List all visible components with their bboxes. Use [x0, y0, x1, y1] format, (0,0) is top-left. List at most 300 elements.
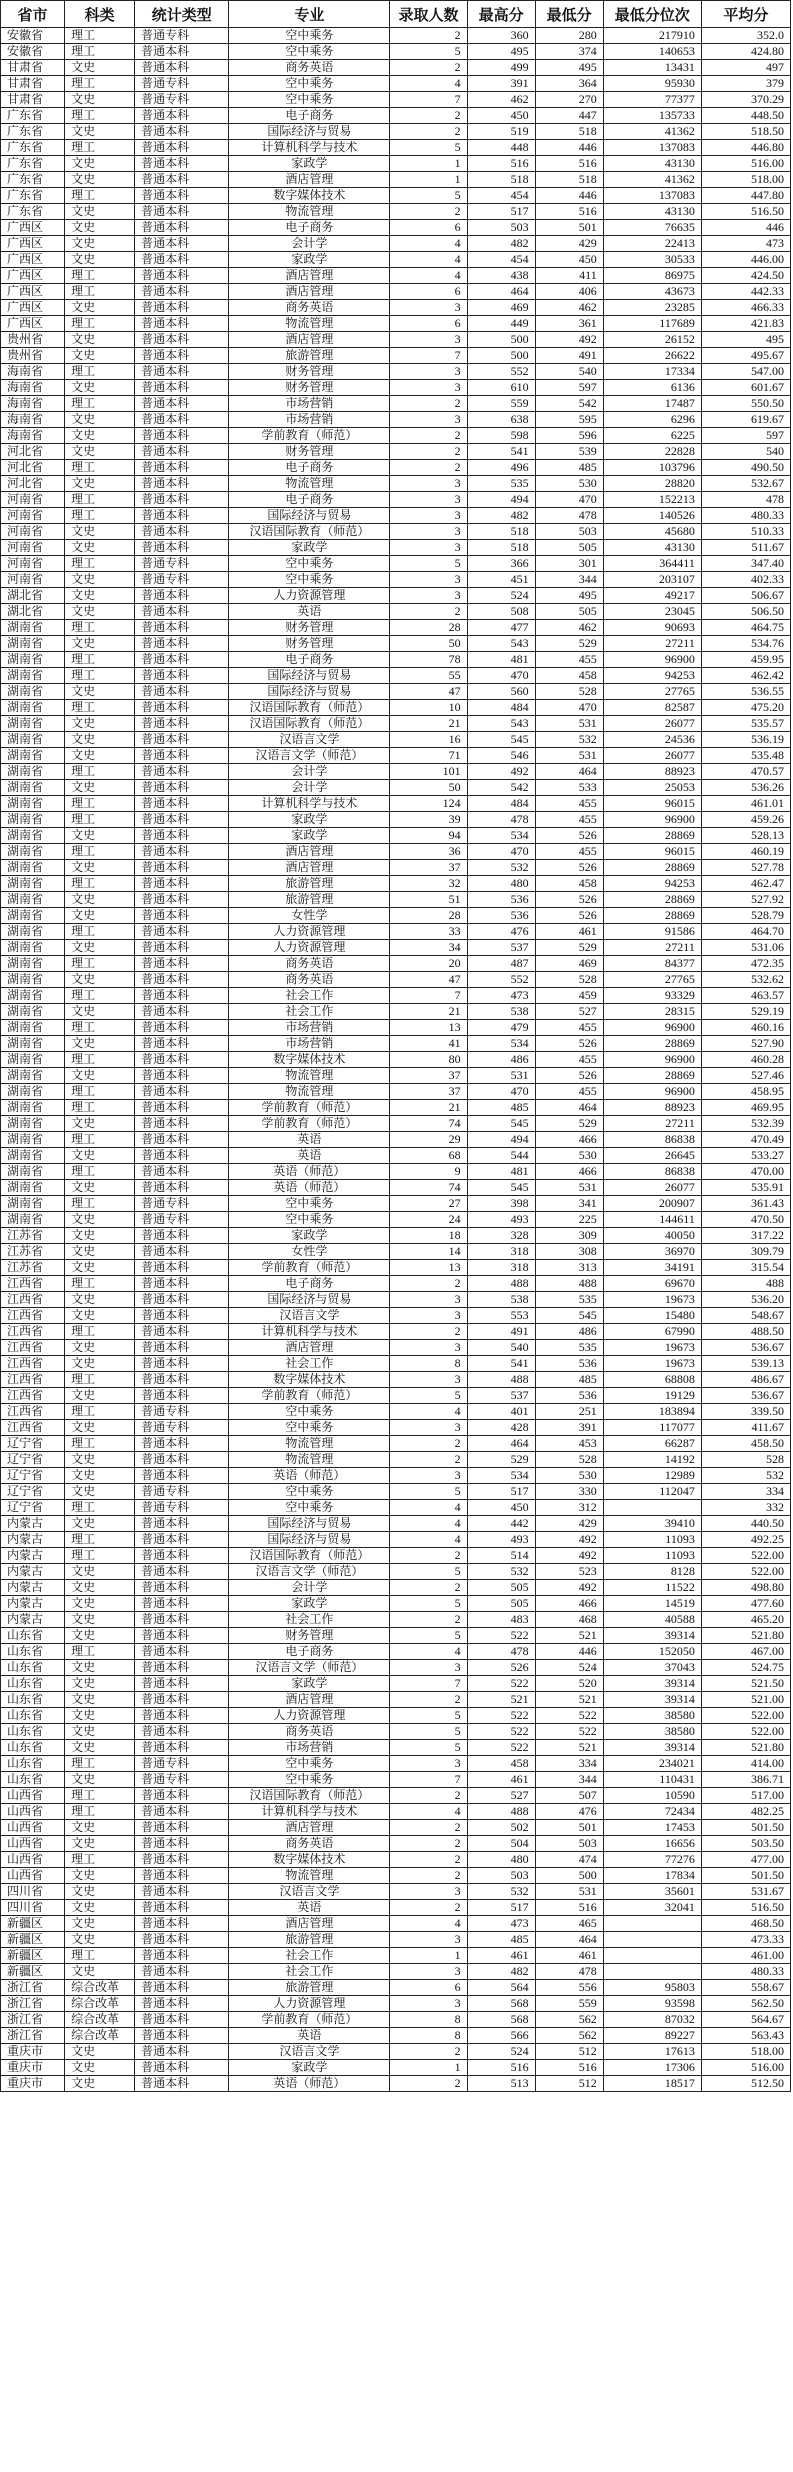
cell-subject: 理工 [65, 1788, 135, 1804]
cell-major: 空中乘务 [229, 92, 390, 108]
table-row [1, 1948, 791, 1964]
table-row [1, 332, 791, 348]
cell-avg-score: 470.50 [701, 1212, 790, 1228]
cell-enrolled: 3 [390, 1420, 467, 1436]
cell-avg-score: 522.00 [701, 1724, 790, 1740]
cell-min-rank: 43130 [603, 540, 701, 556]
cell-major: 英语 [229, 1148, 390, 1164]
cell-avg-score: 536.19 [701, 732, 790, 748]
cell-province: 内蒙古 [1, 1596, 65, 1612]
cell-province: 湖南省 [1, 716, 65, 732]
cell-enrolled: 5 [390, 1484, 467, 1500]
cell-min-rank: 49217 [603, 588, 701, 604]
cell-avg-score: 540 [701, 444, 790, 460]
table-row [1, 1484, 791, 1500]
cell-stat-type: 普通本科 [135, 684, 229, 700]
cell-major: 计算机科学与技术 [229, 1324, 390, 1340]
cell-min-score: 530 [535, 1468, 603, 1484]
table-row [1, 812, 791, 828]
cell-min-rank: 37043 [603, 1660, 701, 1676]
cell-enrolled: 4 [390, 268, 467, 284]
table-row [1, 1996, 791, 2012]
cell-province: 湖南省 [1, 748, 65, 764]
cell-stat-type: 普通本科 [135, 908, 229, 924]
cell-avg-score: 379 [701, 76, 790, 92]
cell-min-rank: 32041 [603, 1900, 701, 1916]
cell-min-score: 501 [535, 1820, 603, 1836]
cell-enrolled: 4 [390, 1516, 467, 1532]
cell-major: 商务英语 [229, 60, 390, 76]
cell-subject: 文史 [65, 604, 135, 620]
cell-major: 国际经济与贸易 [229, 668, 390, 684]
cell-province: 辽宁省 [1, 1436, 65, 1452]
cell-major: 物流管理 [229, 1084, 390, 1100]
cell-min-rank: 77276 [603, 1852, 701, 1868]
cell-major: 酒店管理 [229, 1692, 390, 1708]
cell-province: 重庆市 [1, 2076, 65, 2092]
cell-major: 空中乘务 [229, 28, 390, 44]
cell-major: 汉语国际教育（师范） [229, 700, 390, 716]
cell-subject: 文史 [65, 348, 135, 364]
cell-stat-type: 普通本科 [135, 252, 229, 268]
cell-max-score: 479 [467, 1020, 535, 1036]
table-row [1, 428, 791, 444]
cell-subject: 理工 [65, 1644, 135, 1660]
cell-min-rank: 86838 [603, 1132, 701, 1148]
cell-min-rank: 14192 [603, 1452, 701, 1468]
cell-stat-type: 普通本科 [135, 1516, 229, 1532]
cell-max-score: 522 [467, 1724, 535, 1740]
table-row [1, 76, 791, 92]
cell-min-score: 522 [535, 1708, 603, 1724]
cell-subject: 文史 [65, 1388, 135, 1404]
cell-subject: 理工 [65, 268, 135, 284]
table-row [1, 1356, 791, 1372]
cell-max-score: 545 [467, 732, 535, 748]
cell-subject: 理工 [65, 108, 135, 124]
cell-major: 物流管理 [229, 1068, 390, 1084]
cell-subject: 理工 [65, 1548, 135, 1564]
cell-min-score: 478 [535, 508, 603, 524]
cell-major: 酒店管理 [229, 1820, 390, 1836]
cell-major: 汉语言文学 [229, 1884, 390, 1900]
table-row [1, 2044, 791, 2060]
cell-min-score: 459 [535, 988, 603, 1004]
table-row [1, 1740, 791, 1756]
cell-subject: 理工 [65, 1132, 135, 1148]
cell-min-rank [603, 1948, 701, 1964]
header-min-score: 最低分 [535, 1, 603, 28]
cell-avg-score: 521.80 [701, 1628, 790, 1644]
cell-stat-type: 普通本科 [135, 1692, 229, 1708]
table-row [1, 188, 791, 204]
cell-max-score: 610 [467, 380, 535, 396]
cell-stat-type: 普通本科 [135, 1036, 229, 1052]
cell-subject: 文史 [65, 1468, 135, 1484]
cell-major: 学前教育（师范） [229, 1388, 390, 1404]
cell-enrolled: 7 [390, 348, 467, 364]
cell-major: 英语（师范） [229, 2076, 390, 2092]
cell-avg-score: 548.67 [701, 1308, 790, 1324]
cell-min-score: 270 [535, 92, 603, 108]
cell-min-score: 406 [535, 284, 603, 300]
cell-stat-type: 普通本科 [135, 1228, 229, 1244]
cell-min-rank: 110431 [603, 1772, 701, 1788]
table-row [1, 1116, 791, 1132]
cell-min-score: 524 [535, 1660, 603, 1676]
cell-enrolled: 16 [390, 732, 467, 748]
table-row [1, 28, 791, 44]
cell-min-score: 313 [535, 1260, 603, 1276]
cell-subject: 文史 [65, 540, 135, 556]
table-row [1, 348, 791, 364]
cell-stat-type: 普通本科 [135, 108, 229, 124]
table-row [1, 604, 791, 620]
cell-stat-type: 普通本科 [135, 1996, 229, 2012]
cell-major: 社会工作 [229, 1004, 390, 1020]
cell-min-score: 540 [535, 364, 603, 380]
cell-stat-type: 普通本科 [135, 1468, 229, 1484]
cell-province: 湖南省 [1, 892, 65, 908]
cell-enrolled: 3 [390, 476, 467, 492]
cell-avg-score: 547.00 [701, 364, 790, 380]
cell-enrolled: 28 [390, 908, 467, 924]
cell-enrolled: 4 [390, 1500, 467, 1516]
cell-min-score: 556 [535, 1980, 603, 1996]
cell-province: 江西省 [1, 1420, 65, 1436]
cell-stat-type: 普通本科 [135, 1356, 229, 1372]
cell-min-score: 453 [535, 1436, 603, 1452]
cell-province: 河北省 [1, 444, 65, 460]
cell-max-score: 552 [467, 972, 535, 988]
cell-major: 物流管理 [229, 316, 390, 332]
cell-major: 社会工作 [229, 988, 390, 1004]
cell-major: 国际经济与贸易 [229, 1292, 390, 1308]
cell-max-score: 469 [467, 300, 535, 316]
cell-enrolled: 24 [390, 1212, 467, 1228]
cell-enrolled: 3 [390, 364, 467, 380]
cell-stat-type: 普通专科 [135, 76, 229, 92]
cell-province: 四川省 [1, 1884, 65, 1900]
cell-stat-type: 普通本科 [135, 1276, 229, 1292]
cell-min-rank: 30533 [603, 252, 701, 268]
cell-stat-type: 普通本科 [135, 1884, 229, 1900]
header-province: 省市 [1, 1, 65, 28]
cell-max-score: 473 [467, 988, 535, 1004]
cell-min-score: 526 [535, 1068, 603, 1084]
cell-max-score: 541 [467, 1356, 535, 1372]
cell-max-score: 464 [467, 1436, 535, 1452]
cell-min-score: 545 [535, 1308, 603, 1324]
cell-stat-type: 普通本科 [135, 188, 229, 204]
cell-avg-score: 531.67 [701, 1884, 790, 1900]
cell-enrolled: 1 [390, 2060, 467, 2076]
cell-province: 浙江省 [1, 2028, 65, 2044]
cell-stat-type: 普通本科 [135, 44, 229, 60]
cell-enrolled: 5 [390, 556, 467, 572]
table-row [1, 1868, 791, 1884]
cell-min-rank: 94253 [603, 876, 701, 892]
cell-major: 电子商务 [229, 652, 390, 668]
table-row [1, 1596, 791, 1612]
table-row [1, 732, 791, 748]
cell-min-rank: 96015 [603, 844, 701, 860]
cell-min-rank: 117077 [603, 1420, 701, 1436]
cell-stat-type: 普通专科 [135, 1420, 229, 1436]
cell-min-score: 466 [535, 1132, 603, 1148]
table-row [1, 956, 791, 972]
cell-min-rank: 203107 [603, 572, 701, 588]
table-row [1, 828, 791, 844]
table-row [1, 1724, 791, 1740]
cell-min-score: 526 [535, 860, 603, 876]
cell-major: 空中乘务 [229, 1212, 390, 1228]
cell-stat-type: 普通本科 [135, 2060, 229, 2076]
cell-max-score: 428 [467, 1420, 535, 1436]
cell-min-rank: 96900 [603, 652, 701, 668]
cell-stat-type: 普通本科 [135, 1068, 229, 1084]
table-row [1, 1500, 791, 1516]
cell-enrolled: 3 [390, 300, 467, 316]
cell-max-score: 484 [467, 796, 535, 812]
cell-province: 江苏省 [1, 1228, 65, 1244]
cell-max-score: 483 [467, 1612, 535, 1628]
cell-max-score: 536 [467, 908, 535, 924]
cell-min-score: 491 [535, 348, 603, 364]
cell-province: 广东省 [1, 140, 65, 156]
cell-major: 人力资源管理 [229, 588, 390, 604]
cell-avg-score: 461.01 [701, 796, 790, 812]
cell-max-score: 540 [467, 1340, 535, 1356]
cell-major: 英语 [229, 1132, 390, 1148]
cell-avg-score: 503.50 [701, 1836, 790, 1852]
table-row [1, 1788, 791, 1804]
table-row [1, 1420, 791, 1436]
cell-province: 江西省 [1, 1340, 65, 1356]
cell-province: 贵州省 [1, 332, 65, 348]
cell-enrolled: 2 [390, 396, 467, 412]
table-row [1, 1244, 791, 1260]
cell-province: 湖南省 [1, 1004, 65, 1020]
cell-stat-type: 普通本科 [135, 1900, 229, 1916]
cell-avg-score: 527.92 [701, 892, 790, 908]
cell-avg-score: 527.90 [701, 1036, 790, 1052]
cell-max-score: 532 [467, 1884, 535, 1900]
cell-enrolled: 2 [390, 108, 467, 124]
cell-subject: 理工 [65, 44, 135, 60]
cell-subject: 理工 [65, 1196, 135, 1212]
cell-major: 空中乘务 [229, 1772, 390, 1788]
cell-max-score: 529 [467, 1452, 535, 1468]
cell-enrolled: 8 [390, 2028, 467, 2044]
cell-subject: 理工 [65, 396, 135, 412]
cell-major: 酒店管理 [229, 172, 390, 188]
cell-subject: 文史 [65, 732, 135, 748]
table-row [1, 1580, 791, 1596]
cell-enrolled: 2 [390, 1612, 467, 1628]
cell-province: 海南省 [1, 412, 65, 428]
cell-subject: 理工 [65, 668, 135, 684]
table-row [1, 940, 791, 956]
cell-subject: 文史 [65, 1452, 135, 1468]
cell-avg-score: 446.00 [701, 252, 790, 268]
cell-min-rank: 89227 [603, 2028, 701, 2044]
cell-min-rank: 96900 [603, 1052, 701, 1068]
cell-avg-score: 462.42 [701, 668, 790, 684]
cell-max-score: 328 [467, 1228, 535, 1244]
cell-province: 湖南省 [1, 812, 65, 828]
cell-province: 山东省 [1, 1756, 65, 1772]
table-row [1, 556, 791, 572]
cell-stat-type: 普通专科 [135, 572, 229, 588]
cell-avg-score: 315.54 [701, 1260, 790, 1276]
cell-subject: 文史 [65, 716, 135, 732]
cell-enrolled: 2 [390, 204, 467, 220]
cell-province: 湖南省 [1, 956, 65, 972]
cell-major: 国际经济与贸易 [229, 508, 390, 524]
table-row [1, 1340, 791, 1356]
cell-avg-score: 533.27 [701, 1148, 790, 1164]
cell-avg-score: 536.67 [701, 1388, 790, 1404]
cell-min-score: 344 [535, 1772, 603, 1788]
cell-avg-score: 339.50 [701, 1404, 790, 1420]
cell-max-score: 516 [467, 156, 535, 172]
cell-enrolled: 21 [390, 716, 467, 732]
cell-max-score: 476 [467, 924, 535, 940]
cell-subject: 文史 [65, 60, 135, 76]
cell-enrolled: 20 [390, 956, 467, 972]
cell-enrolled: 2 [390, 604, 467, 620]
cell-avg-score: 482.25 [701, 1804, 790, 1820]
cell-subject: 文史 [65, 636, 135, 652]
cell-min-rank: 17453 [603, 1820, 701, 1836]
cell-avg-score: 461.00 [701, 1948, 790, 1964]
cell-subject: 文史 [65, 2076, 135, 2092]
cell-stat-type: 普通本科 [135, 940, 229, 956]
cell-min-score: 505 [535, 604, 603, 620]
cell-major: 酒店管理 [229, 332, 390, 348]
cell-province: 湖南省 [1, 1068, 65, 1084]
cell-province: 辽宁省 [1, 1500, 65, 1516]
cell-min-rank: 35601 [603, 1884, 701, 1900]
cell-stat-type: 普通本科 [135, 1132, 229, 1148]
cell-subject: 文史 [65, 940, 135, 956]
cell-min-rank: 6296 [603, 412, 701, 428]
cell-min-score: 495 [535, 588, 603, 604]
cell-subject: 理工 [65, 284, 135, 300]
cell-min-score: 526 [535, 828, 603, 844]
cell-avg-score: 535.91 [701, 1180, 790, 1196]
cell-subject: 文史 [65, 1180, 135, 1196]
cell-stat-type: 普通本科 [135, 140, 229, 156]
cell-province: 广东省 [1, 124, 65, 140]
cell-min-rank: 94253 [603, 668, 701, 684]
cell-province: 湖南省 [1, 764, 65, 780]
cell-major: 市场营销 [229, 396, 390, 412]
cell-subject: 文史 [65, 1964, 135, 1980]
cell-min-rank: 72434 [603, 1804, 701, 1820]
cell-avg-score: 332 [701, 1500, 790, 1516]
cell-min-score: 455 [535, 812, 603, 828]
cell-enrolled: 4 [390, 76, 467, 92]
cell-province: 湖南省 [1, 668, 65, 684]
cell-province: 河南省 [1, 540, 65, 556]
cell-enrolled: 2 [390, 1324, 467, 1340]
cell-major: 物流管理 [229, 1436, 390, 1452]
cell-province: 河南省 [1, 524, 65, 540]
cell-enrolled: 2 [390, 1580, 467, 1596]
cell-max-score: 544 [467, 1148, 535, 1164]
cell-major: 旅游管理 [229, 876, 390, 892]
cell-province: 湖南省 [1, 1196, 65, 1212]
cell-min-score: 465 [535, 1916, 603, 1932]
cell-stat-type: 普通本科 [135, 348, 229, 364]
cell-subject: 文史 [65, 572, 135, 588]
cell-subject: 文史 [65, 1708, 135, 1724]
table-row [1, 1004, 791, 1020]
header-major: 专业 [229, 1, 390, 28]
cell-stat-type: 普通本科 [135, 1164, 229, 1180]
cell-min-score: 429 [535, 236, 603, 252]
cell-subject: 文史 [65, 1932, 135, 1948]
cell-min-score: 501 [535, 220, 603, 236]
cell-subject: 文史 [65, 1836, 135, 1852]
cell-major: 汉语国际教育（师范） [229, 716, 390, 732]
cell-max-score: 568 [467, 1996, 535, 2012]
cell-max-score: 531 [467, 1068, 535, 1084]
cell-enrolled: 2 [390, 1452, 467, 1468]
cell-min-score: 308 [535, 1244, 603, 1260]
cell-min-rank: 67990 [603, 1324, 701, 1340]
table-row [1, 908, 791, 924]
cell-province: 河南省 [1, 492, 65, 508]
cell-stat-type: 普通本科 [135, 1548, 229, 1564]
cell-subject: 理工 [65, 620, 135, 636]
cell-stat-type: 普通本科 [135, 796, 229, 812]
cell-major: 英语 [229, 604, 390, 620]
header-max-score: 最高分 [467, 1, 535, 28]
cell-avg-score: 463.57 [701, 988, 790, 1004]
cell-stat-type: 普通本科 [135, 172, 229, 188]
cell-min-rank: 38580 [603, 1724, 701, 1740]
cell-stat-type: 普通本科 [135, 1580, 229, 1596]
cell-min-score: 531 [535, 748, 603, 764]
cell-enrolled: 3 [390, 588, 467, 604]
cell-province: 内蒙古 [1, 1580, 65, 1596]
cell-enrolled: 5 [390, 1708, 467, 1724]
cell-avg-score: 518.50 [701, 124, 790, 140]
cell-max-score: 505 [467, 1580, 535, 1596]
cell-province: 河北省 [1, 460, 65, 476]
cell-province: 浙江省 [1, 1980, 65, 1996]
cell-min-rank: 13431 [603, 60, 701, 76]
table-row [1, 508, 791, 524]
cell-enrolled: 101 [390, 764, 467, 780]
cell-enrolled: 2 [390, 1276, 467, 1292]
cell-major: 市场营销 [229, 1036, 390, 1052]
table-row [1, 1228, 791, 1244]
cell-min-rank: 140526 [603, 508, 701, 524]
cell-major: 空中乘务 [229, 556, 390, 572]
cell-enrolled: 124 [390, 796, 467, 812]
cell-major: 汉语言文学 [229, 732, 390, 748]
cell-min-score: 474 [535, 1852, 603, 1868]
cell-stat-type: 普通本科 [135, 668, 229, 684]
cell-province: 广西区 [1, 300, 65, 316]
cell-province: 内蒙古 [1, 1532, 65, 1548]
table-row [1, 2076, 791, 2092]
cell-min-score: 464 [535, 1100, 603, 1116]
